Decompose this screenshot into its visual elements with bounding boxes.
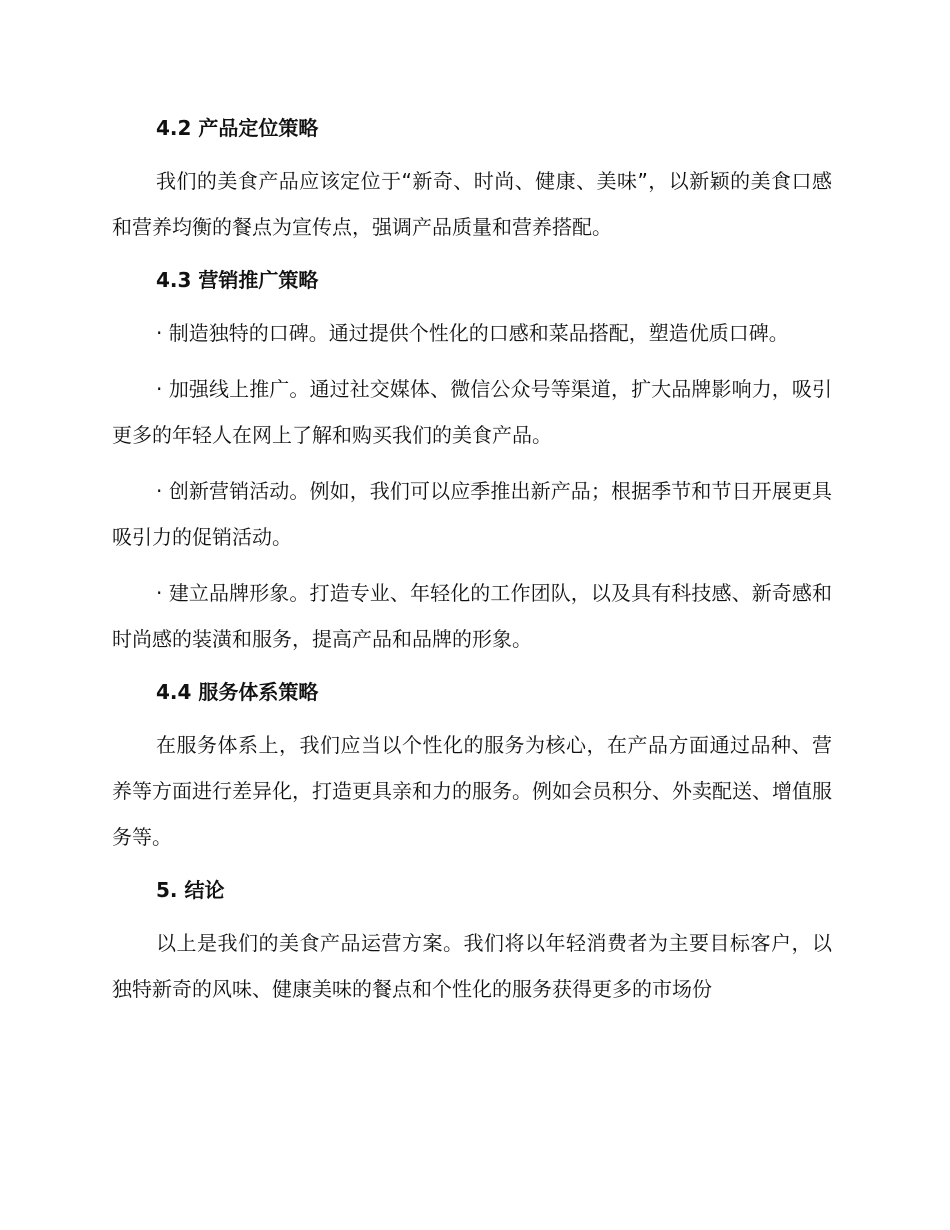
section-heading-5: 5. 结论 <box>156 878 225 902</box>
document-body <box>112 108 832 1022</box>
bullet-word-of-mouth: · 制造独特的口碑。通过提供个性化的口感和菜品搭配，塑造优质口碑。 <box>156 321 789 345</box>
section-heading-4-3: 4.3 营销推广策略 <box>156 268 319 292</box>
section-heading-4-4: 4.4 服务体系策略 <box>156 680 319 704</box>
bullet-marketing-activities: · 创新营销活动。例如，我们可以应季推出新产品；根据季节和节日开展更具吸引力的促销活动。 <box>112 479 832 549</box>
bullet-online-promotion: · 加强线上推广。通过社交媒体、微信公众号等渠道，扩大品牌影响力，吸引更多的年轻人在网上了解和购买我们的美食产品。 <box>112 377 832 447</box>
section-heading-4-2: 4.2 产品定位策略 <box>156 116 319 140</box>
paragraph-product-positioning: 我们的美食产品应该定位于“新奇、时尚、健康、美味”，以新颖的美食口感和营养均衡的餐点为宣传点，强调产品质量和营养搭配。 <box>112 169 832 239</box>
bullet-brand-image: · 建立品牌形象。打造专业、年轻化的工作团队，以及具有科技感、新奇感和时尚感的装潢和服务，提高产品和品牌的形象。 <box>112 581 832 651</box>
paragraph-conclusion: 以上是我们的美食产品运营方案。我们将以年轻消费者为主要目标客户，以独特新奇的风味、健康美味的餐点和个性化的服务获得更多的市场份 <box>112 931 832 1001</box>
paragraph-service-system: 在服务体系上，我们应当以个性化的服务为核心，在产品方面通过品种、营养等方面进行差异化，打造更具亲和力的服务。例如会员积分、外卖配送、增值服务等。 <box>112 733 832 849</box>
